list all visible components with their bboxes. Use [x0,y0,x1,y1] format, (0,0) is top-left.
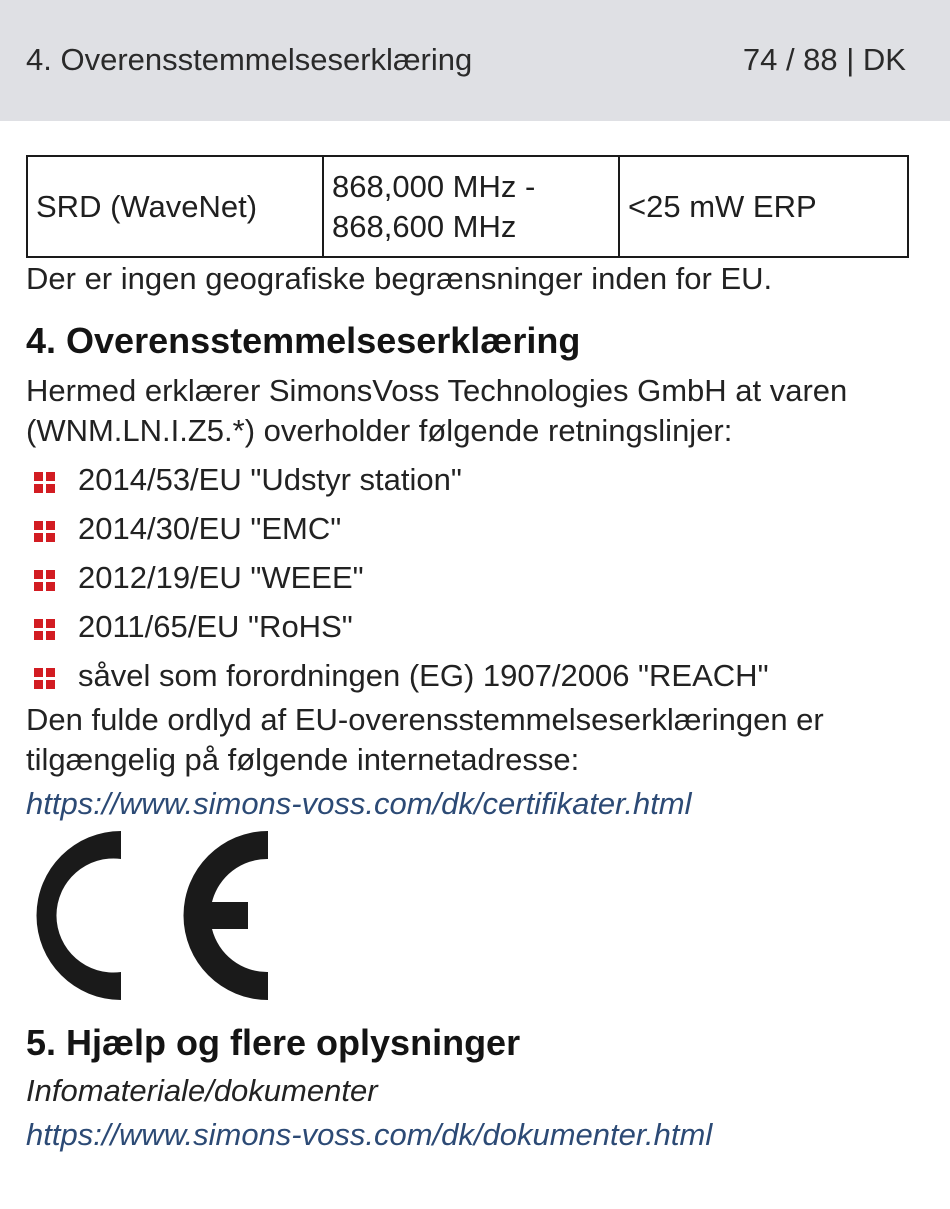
directive-text: 2012/19/EU "WEEE" [78,560,364,595]
documents-link[interactable]: https://www.simons-voss.com/dk/dokumenter.html [26,1117,713,1152]
directive-text: såvel som forordningen (EG) 1907/2006 "REACH" [78,658,769,693]
directive-list [26,458,769,703]
red-square-bullet-icon [34,619,55,640]
list-item [26,654,769,703]
frequency-range-cell [323,156,619,257]
red-square-bullet-icon [34,521,55,542]
table-row [27,156,908,257]
frequency-from: 868,000 MHz - [332,168,536,204]
directive-text: 2011/65/EU "RoHS" [78,609,353,644]
directive-text: 2014/53/EU "Udstyr station" [78,462,462,497]
red-square-bullet-icon [34,570,55,591]
frequency-table [26,155,909,258]
list-item [26,507,769,556]
list-item [26,605,769,654]
section5-subheading: Infomateriale/dokumenter [26,1073,378,1108]
list-item [26,458,769,507]
section4-heading: 4. Overensstemmelseserklæring [26,320,581,361]
fulltext-line-2: tilgængelig på følgende internetadresse: [26,742,580,777]
ce-mark-icon [26,829,270,1002]
header-section-title: 4. Overensstemmelseserklæring [26,42,473,77]
list-item [26,556,769,605]
power-cell: <25 mW ERP [619,156,908,257]
header-page-indicator: 74 / 88 | DK [742,42,906,77]
red-square-bullet-icon [34,472,55,493]
page-header [0,0,950,121]
directive-text: 2014/30/EU "EMC" [78,511,342,546]
frequency-to: 868,600 MHz [332,208,517,244]
fulltext-line-1: Den fulde ordlyd af EU-overensstemmelseserklæringen er [26,702,824,737]
red-square-bullet-icon [34,668,55,689]
intro-line-1: Hermed erklærer SimonsVoss Technologies GmbH at varen [26,373,848,408]
geo-note: Der er ingen geografiske begrænsninger inden for EU. [26,261,773,296]
section5-heading: 5. Hjælp og flere oplysninger [26,1022,521,1063]
certificates-link[interactable]: https://www.simons-voss.com/dk/certifikater.html [26,786,692,821]
technology-cell: SRD (WaveNet) [27,156,323,257]
intro-line-2: (WNM.LN.I.Z5.*) overholder følgende retningslinjer: [26,413,733,448]
